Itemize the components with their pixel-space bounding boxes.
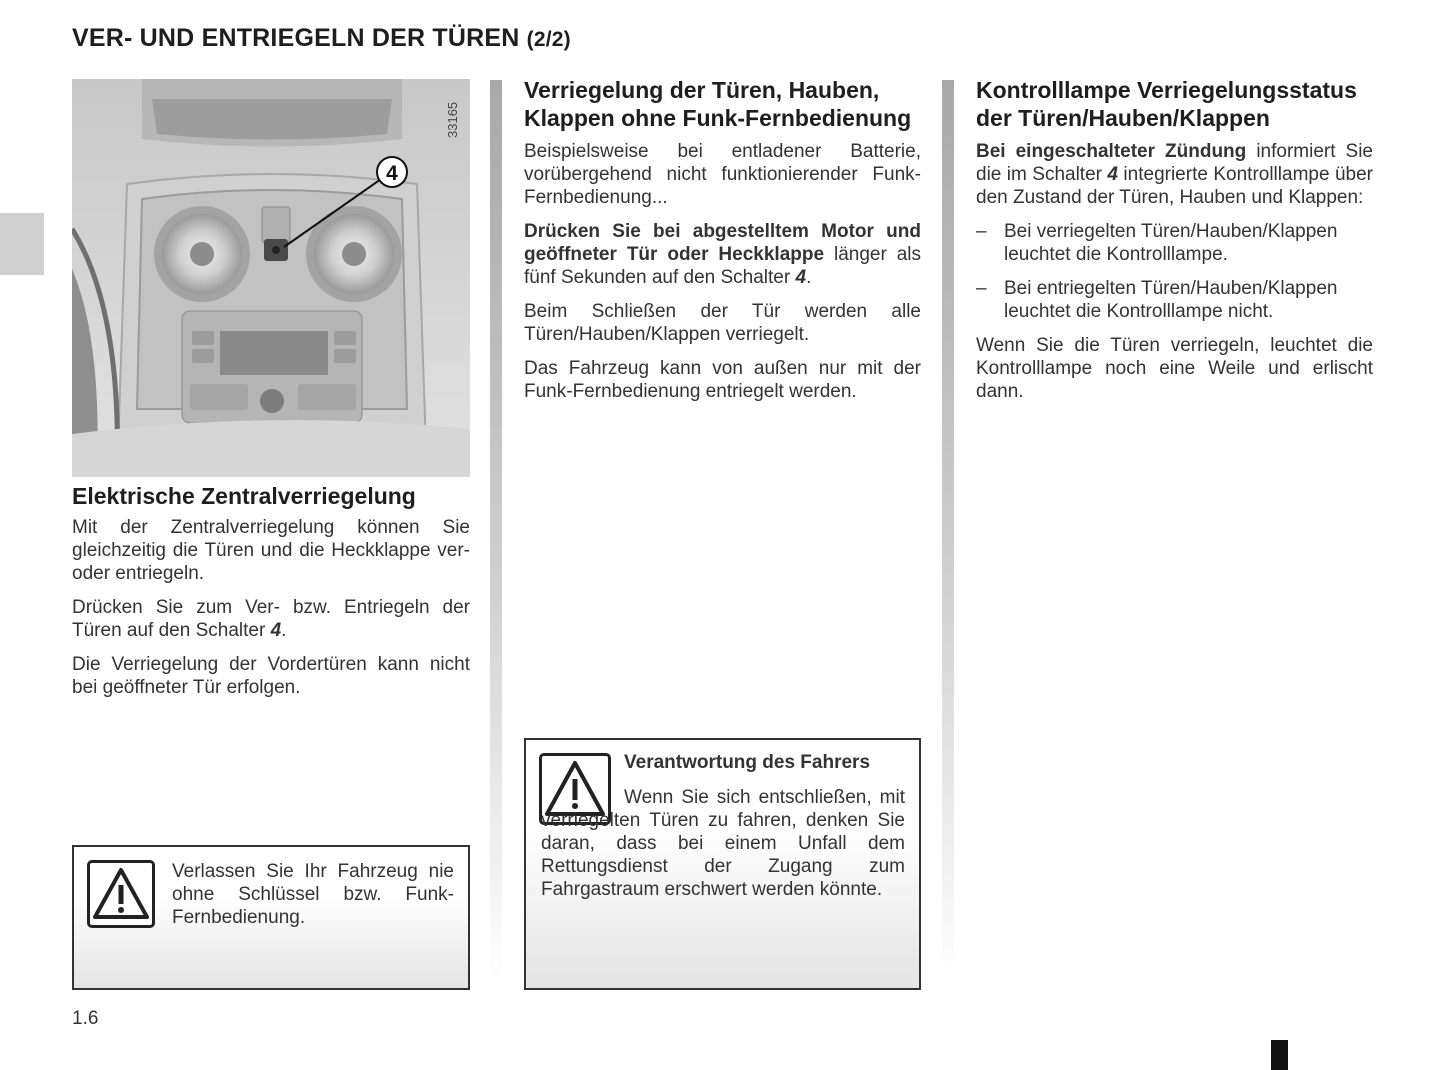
paragraph: Wenn Sie die Türen verriegeln, leuchtet die Kontrolllampe noch eine Weile und erlischt dann. bbox=[976, 335, 1373, 402]
page-title: VER- UND ENTRIEGELN DER TÜREN (2/2) bbox=[72, 24, 571, 52]
section-tab bbox=[0, 213, 44, 275]
paragraph: Die Verriegelung der Vordertüren kann nicht bei geöffneter Tür erfolgen. bbox=[72, 654, 470, 698]
warning-box-driver bbox=[524, 738, 921, 990]
column-3 bbox=[976, 76, 1373, 414]
paragraph: Mit der Zentralverriegelung können Sie gleichzeitig die Türen und die Heckklappe ver- oder entriegeln. bbox=[72, 517, 470, 584]
list-item: – Bei entriegelten Türen/Hauben/Klappen leuchtet die Kontrolllampe nicht. bbox=[976, 278, 1338, 322]
column-divider bbox=[942, 80, 954, 980]
section-heading: Verriegelung der Türen, Hauben, Klappen ohne Funk-Fernbedienung bbox=[524, 77, 912, 131]
warning-box bbox=[72, 845, 470, 990]
list-item: – Bei verriegelten Türen/Hauben/Klappen leuchtet die Kontrolllampe. bbox=[976, 221, 1338, 265]
corner-marker bbox=[1271, 1040, 1288, 1070]
warning-triangle-icon bbox=[87, 860, 155, 928]
switch-reference: 4 bbox=[795, 267, 807, 288]
paragraph: Beim Schließen der Tür werden alle Türen/Hauben/Klappen verriegelt. bbox=[524, 301, 921, 345]
dashboard-illustration bbox=[72, 79, 470, 477]
page-number: 1.6 bbox=[72, 1008, 99, 1029]
paragraph: Das Fahrzeug kann von außen nur mit der Funk-Fernbedienung entriegelt werden. bbox=[524, 358, 921, 402]
paragraph: Beispielsweise bei entladener Batterie, vorübergehend nicht funktionierender Funk-Fernbedienung... bbox=[524, 141, 921, 208]
switch-reference: 4 bbox=[270, 620, 282, 641]
warning-text: Wenn Sie sich entschließen, mit verriegelten Türen zu fahren, denken Sie daran, dass bei einem Unfall dem Rettungsdienst der Zugang zum Fahrgastraum erschwert werden könnte. bbox=[541, 787, 905, 900]
figure-number: 33165 bbox=[445, 101, 460, 138]
warning-title: Verantwortung des Fahrers bbox=[624, 752, 871, 773]
column-divider bbox=[490, 80, 502, 980]
section-heading: Elektrische Zentralverriegelung bbox=[72, 483, 416, 509]
column-2 bbox=[524, 76, 921, 414]
paragraph: Drücken Sie bei abgestelltem Motor und geöffneter Tür oder Heckklappe länger als fünf Sekunden auf den Schalter 4. bbox=[524, 221, 921, 288]
switch-reference: 4 bbox=[1107, 164, 1118, 185]
column-1 bbox=[72, 482, 470, 710]
paragraph: Drücken Sie zum Ver- bzw. Entriegeln der Türen auf den Schalter 4. bbox=[72, 597, 470, 641]
callout-label: 4 bbox=[386, 162, 398, 185]
paragraph: Bei eingeschalteter Zündung informiert Sie die im Schalter 4 integrierte Kontrolllampe über den Zustand der Türen, Hauben und Klappen: bbox=[976, 141, 1373, 208]
page-title-suffix: (2/2) bbox=[526, 28, 571, 51]
warning-text: Verlassen Sie Ihr Fahrzeug nie ohne Schlüssel bzw. Funk-Fernbedienung. bbox=[172, 861, 454, 928]
section-heading: Kontrolllampe Verriegelungsstatus der Türen/Hauben/Klappen bbox=[976, 77, 1357, 131]
